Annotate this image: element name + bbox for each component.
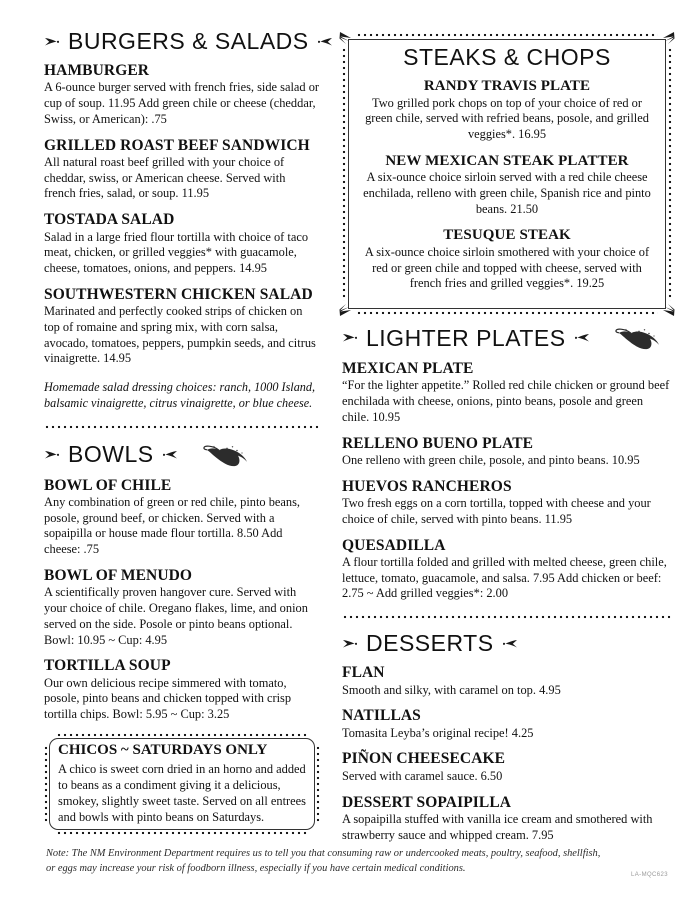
corner-fan-ornament-icon <box>657 29 677 49</box>
item-description: A sopaipilla stuffed with vanilla ice cream and smothered with strawberry sauce and whipped cream. 7.95 <box>342 811 653 842</box>
box-dots-right <box>316 745 320 824</box>
menu-item <box>342 435 672 469</box>
box-dots-left <box>44 745 48 824</box>
flourish-right-icon <box>575 330 590 346</box>
item-name: QUESADILLA <box>342 536 446 554</box>
item-name: GRILLED ROAST BEEF SANDWICH <box>44 136 310 154</box>
menu-item <box>44 477 320 558</box>
menu-item <box>342 478 672 528</box>
section-title: STEAKS & CHOPS <box>403 44 611 70</box>
flourish-left-icon <box>342 636 357 652</box>
item-name: SOUTHWESTERN CHICKEN SALAD <box>44 285 313 303</box>
box-dots-bottom <box>356 311 658 315</box>
section-header-burgers-salads <box>44 30 320 53</box>
menu-item <box>342 664 672 698</box>
item-name: TESUQUE STEAK <box>443 227 571 244</box>
chile-pepper-icon <box>197 442 253 468</box>
chicos-title: CHICOS ~ SATURDAYS ONLY <box>58 741 268 758</box>
left-column <box>44 30 334 835</box>
menu-item <box>342 360 672 426</box>
item-description: A flour tortilla folded and grilled with melted cheese, green chile, lettuce, tomato, guacamole, and salsa. 7.95 Add chicken or beef: 2.75 ~ Add grilled veggies*: 2.00 <box>342 554 667 601</box>
item-description: A scientifically proven hangover cure. Served with your choice of chile. Oregano flakes, lime, and onion served on the side. Posole or pinto beans optional. Bowl: 10.95 ~ Cup: 4.95 <box>44 585 308 647</box>
item-description: “For the lighter appetite.” Rolled red chile chicken or ground beef enchilada with cheese, onions, pinto beans, posole and green chile. 10.95 <box>342 378 670 424</box>
section-header-lighter-plates <box>342 325 672 351</box>
corner-fan-ornament-icon <box>337 29 357 49</box>
section-title: BOWLS <box>68 441 154 468</box>
dotted-divider <box>342 615 672 619</box>
item-name: TOSTADA SALAD <box>44 211 175 229</box>
steaks-items <box>356 78 658 292</box>
flourish-right-icon <box>318 34 333 50</box>
menu-item <box>44 657 320 723</box>
menu-item <box>342 750 672 784</box>
item-name: PIÑON CHEESECAKE <box>342 750 506 768</box>
menu-item <box>356 78 658 143</box>
chile-pepper-icon <box>609 325 665 351</box>
menu-columns <box>44 28 670 843</box>
item-description: Smooth and silky, with caramel on top. 4.95 <box>342 682 561 697</box>
item-description: Two grilled pork chops on top of your choice of red or green chile, served with refried beans, posole, and grilled veggies*. 16.95 <box>365 95 649 142</box>
section-header-desserts <box>342 632 672 655</box>
item-description: A six-ounce choice sirloin served with a red chile cheese enchilada, relleno with green chile, Spanish rice and pinto beans. 21.50 <box>363 170 651 216</box>
box-dots-right <box>668 47 672 301</box>
item-name: NEW MEXICAN STEAK PLATTER <box>385 152 629 169</box>
item-name: BOWL OF CHILE <box>44 476 172 494</box>
box-dots-top <box>356 33 658 37</box>
item-name: MEXICAN PLATE <box>342 360 474 378</box>
item-description: Tomasita Leyba’s original recipe! 4.25 <box>342 725 534 740</box>
menu-item <box>342 707 672 741</box>
corner-fan-ornament-icon <box>337 299 357 319</box>
item-description: Two fresh eggs on a corn tortilla, topped with cheese and your choice of chile, served with pinto beans. 11.95 <box>342 496 651 526</box>
item-description: One relleno with green chile, posole, and pinto beans. 10.95 <box>342 452 640 467</box>
flourish-right-icon <box>503 636 518 652</box>
item-name: HUEVOS RANCHEROS <box>342 477 512 495</box>
item-description: Any combination of green or red chile, pinto beans, posole, ground beef, or chicken. Served with a sopaipilla or house made flour tortilla. 8.50 Add cheese: .75 <box>44 494 300 557</box>
dotted-divider <box>44 425 320 429</box>
menu-item <box>44 567 320 648</box>
section-title: BURGERS & SALADS <box>68 28 309 54</box>
item-name: RELLENO BUENO PLATE <box>342 434 534 452</box>
item-description: Served with caramel sauce. 6.50 <box>342 768 503 783</box>
footer <box>46 846 668 876</box>
chicos-description: A chico is sweet corn dried in an horno and added to beans as a condiment giving it a delicious, smokey, slightly sweet taste. Served on all entrees and bowls with pinto beans on Saturdays. <box>58 761 306 825</box>
menu-item <box>44 211 320 277</box>
item-name: TORTILLA SOUP <box>44 657 171 675</box>
menu-item <box>44 62 320 128</box>
section-title: DESSERTS <box>366 630 494 657</box>
item-name: HAMBURGER <box>44 62 150 79</box>
right-column <box>342 30 672 843</box>
print-code: LA-MQC623 <box>631 872 668 878</box>
box-dots-left <box>342 47 346 301</box>
menu-item <box>342 794 672 844</box>
section-title: LIGHTER PLATES <box>366 324 566 351</box>
box-dots-top <box>56 733 308 737</box>
item-description: A six-ounce choice sirloin smothered with your choice of red or green chile and topped with cheese, served with french fries and grilled veggies*. 19.25 <box>364 245 650 291</box>
health-advisory-note: Note: The NM Environment Department requires us to tell you that consuming raw or undercooked meats, poultry, seafood, shellfish, or eggs may increase your risk of foodborn illness, especially if you have certain medical conditions. <box>46 847 601 874</box>
item-name: RANDY TRAVIS PLATE <box>423 78 591 94</box>
item-name: BOWL OF MENUDO <box>44 566 193 584</box>
item-name: NATILLAS <box>342 707 421 725</box>
flourish-left-icon <box>44 447 59 463</box>
flourish-left-icon <box>44 34 59 50</box>
item-name: FLAN <box>342 664 385 682</box>
item-description: Our own delicious recipe simmered with tomato, posole, pinto beans and chicken topped with crisp tortilla chips. Bowl: 5.95 ~ Cup: 3.25 <box>44 675 292 722</box>
item-description: A 6-ounce burger served with french fries, side salad or cup of soup. 11.95 Add green chile or cheese (cheddar, Swiss, or American): .75 <box>44 80 320 126</box>
salad-dressing-note: Homemade salad dressing choices: ranch, 1000 Island, balsamic vinaigrette, citrus vinaigrette, or blue cheese. <box>44 380 316 411</box>
menu-item <box>356 153 658 218</box>
menu-item <box>342 537 672 603</box>
item-description: Marinated and perfectly cooked strips of chicken on top of romaine and spring mix, with corn salsa, avocado, tomatoes, peppers, pumpkin seeds, and citrus vinaigrette. 14.95 <box>44 304 316 366</box>
chicos-callout-box <box>44 733 320 836</box>
spacer <box>342 315 672 325</box>
box-dots-bottom <box>56 831 308 835</box>
menu-item <box>44 286 320 367</box>
flourish-right-icon <box>163 447 178 463</box>
section-header-bowls <box>44 442 320 468</box>
steaks-chops-box <box>342 33 672 315</box>
item-name: DESSERT SOPAIPILLA <box>342 793 512 811</box>
corner-fan-ornament-icon <box>657 299 677 319</box>
menu-item <box>356 227 658 292</box>
item-description: All natural roast beef grilled with your choice of cheddar, swiss, or American cheese. Served with french fries, salad, or soup. 11.95 <box>44 154 286 201</box>
flourish-left-icon <box>342 330 357 346</box>
menu-item <box>44 137 320 203</box>
item-description: Salad in a large fried flour tortilla with choice of taco meat, chicken, or grilled veggies* with guacamole, cheese, tomatoes, onions, and peppers. 14.95 <box>44 229 309 276</box>
